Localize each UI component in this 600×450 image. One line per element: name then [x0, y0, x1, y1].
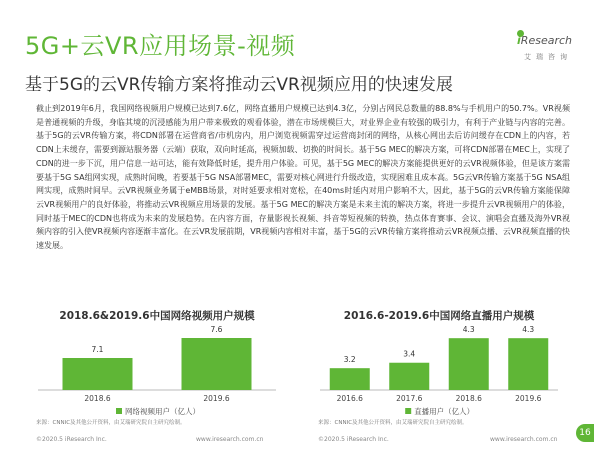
video-users-chart — [28, 298, 286, 416]
bar — [449, 338, 489, 390]
body-paragraph: 截止到2019年6月，我国网络视频用户规模已达到7.6亿，网络直播用户规模已达到4.3亿，分别占网民总数量的88.8%与手机用户的50.7%。VR视频是普通视频的升级，身临其境的沉浸感能为用户带来极致的观看体验，潜在市场规模巨大，对业界企业有较强的吸引力，有利于产业链与内容的完善。基于5G的云VR传输方案，将CDN部署在运营商省/市机房内，用户浏览视频需穿过运营商封闭的网络，从核心网出去后访问缓存在CDN上的内容，若CDN上未缓存，需要到源站服务器（云端）获取，双向时延高，视频加载、切换的时间长。基于5G MEC的解决方案，可将CDN部署在MEC上，实现了CDN的进一步下沉，用户信息一站可达，能有效降低时延，提升用户体验。可见，基于5G MEC的解决方案能提供更好的云VR视频体验，但是该方案需要基于5G SA组网实现，成熟时间晚，若要基于5G NSA部署MEC，需要对核心网进行升级改造，实现困难且成本高。5G云VR传输方案基于5G NSA组网实现，成熟时间早。云VR视频业务属于eMBB场景，对时延要求相对宽松，在40ms时延内对用户影响不大，因此，基于5G的云VR传输方案能保障云VR视频用户的良好体验，将推动云VR视频应用场景的发展。基于5G MEC的解决方案是未来主流的解决方案，将进一步提升云VR视频用户的体验，同时基于MEC的CDN也将成为未来的发展趋势。在内容方面，存量影视长视频、抖音等短视频的转换，热点体育赛事、会议、演唱会直播及海外VR视频内容的引入使VR视频内容逐渐丰富化。在云VR发展前期，VR视频内容相对丰富，基于5G的云VR传输方案将推动云VR视频点播、云VR视频直播的快速发展。 — [36, 104, 570, 251]
tick-label: 2017.6 — [396, 394, 423, 403]
page-title: 5G+云VR应用场景-视频 — [25, 32, 296, 60]
data-label: 7.1 — [91, 345, 104, 354]
logo-tagline: 艾瑞咨询 — [524, 53, 572, 61]
bar — [389, 363, 429, 390]
footer-copyright-left: ©2020.5 iResearch Inc. — [36, 436, 107, 443]
tick-label: 2018.6 — [84, 394, 111, 403]
legend-swatch — [116, 408, 122, 414]
legend-label: 直播用户（亿人） — [414, 407, 475, 416]
source-note-right: 来源：CNNIC及其他公开资料，由艾瑞研究院自主研究绘制。 — [318, 420, 468, 426]
data-label: 3.4 — [403, 349, 416, 359]
tick-label: 2019.6 — [203, 394, 230, 403]
bar — [508, 338, 548, 390]
logo-name: iResearch — [517, 34, 572, 47]
footer-copyright-right: ©2020.5 iResearch Inc. — [318, 436, 389, 443]
page-number: 16 — [576, 424, 594, 442]
tick-label: 2018.6 — [455, 394, 482, 403]
live-users-chart-svg — [310, 324, 568, 416]
bar — [182, 338, 252, 390]
chart-title: 2016.6-2019.6中国网络直播用户规模 — [343, 310, 535, 322]
source-note-left: 来源：CNNIC及其他公开资料，由艾瑞研究院自主研究绘制。 — [36, 420, 186, 426]
data-label: 3.2 — [343, 355, 356, 365]
live-users-chart — [310, 298, 568, 416]
footer-url-right[interactable]: www.iresearch.com.cn — [490, 436, 558, 443]
legend-swatch — [405, 408, 411, 414]
legend-label: 网络视频用户（亿人） — [125, 407, 200, 416]
page-subtitle: 基于5G的云VR传输方案将推动云VR视频应用的快速发展 — [25, 75, 453, 95]
data-label: 4.3 — [522, 325, 535, 335]
footer-url-left[interactable]: www.iresearch.com.cn — [196, 436, 264, 443]
bar — [330, 368, 370, 390]
data-label: 7.6 — [210, 325, 223, 334]
video-users-chart-svg — [28, 324, 286, 416]
data-label: 4.3 — [462, 325, 475, 335]
iresearch-logo — [510, 22, 572, 68]
chart-title: 2018.6&2019.6中国网络视频用户规模 — [59, 310, 255, 322]
tick-label: 2016.6 — [336, 394, 363, 403]
tick-label: 2019.6 — [515, 394, 542, 403]
bar — [63, 358, 133, 390]
